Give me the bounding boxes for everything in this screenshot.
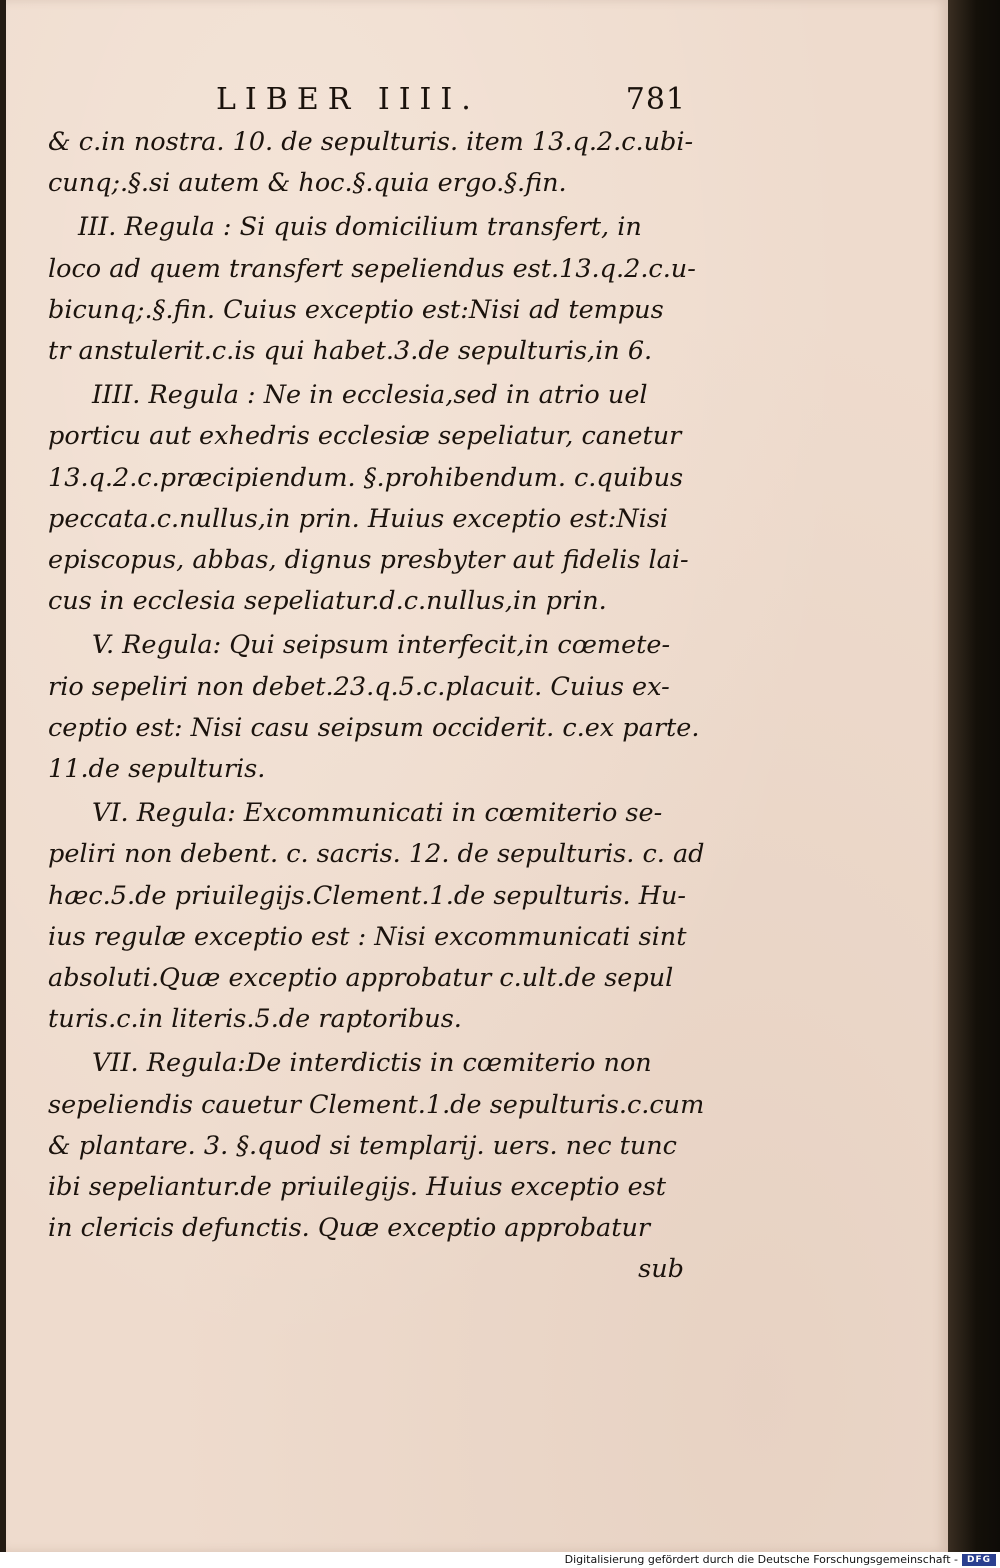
body-text	[48, 122, 705, 1291]
paragraph-regula-5	[48, 625, 700, 790]
text-line: ceptio est: Nisi casu seipsum occiderit. c.ex parte.	[48, 712, 700, 743]
text-line: III. Regula : Si quis domicilium transfert, in	[78, 212, 642, 243]
text-line: cunq;.§.si autem & hoc.§.quia ergo.§.fin.	[48, 168, 567, 199]
text-line: & plantare. 3. §.quod si templarij. uers. nec tunc	[48, 1130, 677, 1161]
text-line: ius regulæ exceptio est : Nisi excommunicati sint	[48, 921, 687, 952]
text-line: rio sepeliri non debet.23.q.5.c.placuit. Cuius ex-	[48, 671, 670, 702]
text-line: peccata.c.nullus,in prin. Huius exceptio est:Nisi	[48, 503, 669, 534]
catchword: sub	[638, 1254, 684, 1285]
footer-bar	[0, 1552, 1000, 1568]
paragraph-continuation	[48, 122, 694, 204]
text-line: tr anstulerit.c.is qui habet.3.de sepulturis,in 6.	[48, 336, 653, 367]
text-line: 11.de sepulturis.	[48, 754, 266, 785]
paragraph-regula-4	[48, 375, 688, 622]
text-line: IIII. Regula : Ne in ecclesia,sed in atrio uel	[92, 380, 648, 411]
running-head	[216, 82, 686, 117]
text-line: in clericis defunctis. Quæ exceptio approbatur	[48, 1213, 651, 1244]
text-line: VII. Regula:De interdictis in cœmiterio non	[92, 1048, 652, 1079]
text-line: & c.in nostra. 10. de sepulturis. item 13.q.2.c.ubi-	[48, 127, 694, 157]
funding-credit: Digitalisierung gefördert durch die Deutsche Forschungsgemeinschaft -	[564, 1553, 958, 1566]
text-line: ibi sepeliantur.de priuilegijs. Huius exceptio est	[48, 1172, 667, 1203]
text-line: porticu aut exhedris ecclesiæ sepeliatur, canetur	[48, 421, 682, 452]
paragraph-regula-7	[48, 1043, 705, 1249]
text-line: peliri non debent. c. sacris. 12. de sepulturis. c. ad	[48, 839, 705, 870]
running-head-title: LIBER IIII.	[216, 82, 480, 117]
text-line: sepeliendis cauetur Clement.1.de sepulturis.c.cum	[48, 1089, 705, 1120]
text-line: absoluti.Quæ exceptio approbatur c.ult.de sepul	[48, 963, 674, 994]
text-line: hæc.5.de priuilegijs.Clement.1.de sepulturis. Hu-	[48, 880, 687, 911]
text-line: turis.c.in literis.5.de raptoribus.	[48, 1004, 462, 1035]
text-line: VI. Regula: Excommunicati in cœmiterio se-	[92, 798, 663, 829]
book-spine-edge	[948, 0, 1000, 1552]
text-line: V. Regula: Qui seipsum interfecit,in cœmete-	[92, 630, 671, 661]
paragraph-regula-3	[48, 207, 696, 372]
text-line: 13.q.2.c.præcipiendum. §.prohibendum. c.quibus	[48, 462, 684, 493]
folio-number: 781	[625, 82, 686, 117]
paragraph-regula-6	[48, 793, 705, 1040]
text-line: loco ad quem transfert sepeliendus est.13.q.2.c.u-	[48, 253, 696, 284]
text-line: cus in ecclesia sepeliatur.d.c.nullus,in prin.	[48, 586, 607, 617]
dfg-logo-icon: DFG	[962, 1554, 996, 1566]
text-line: bicunq;.§.fin. Cuius exceptio est:Nisi ad tempus	[48, 294, 664, 325]
text-line: episcopus, abbas, dignus presbyter aut fidelis lai-	[48, 545, 689, 576]
book-page	[6, 0, 951, 1552]
